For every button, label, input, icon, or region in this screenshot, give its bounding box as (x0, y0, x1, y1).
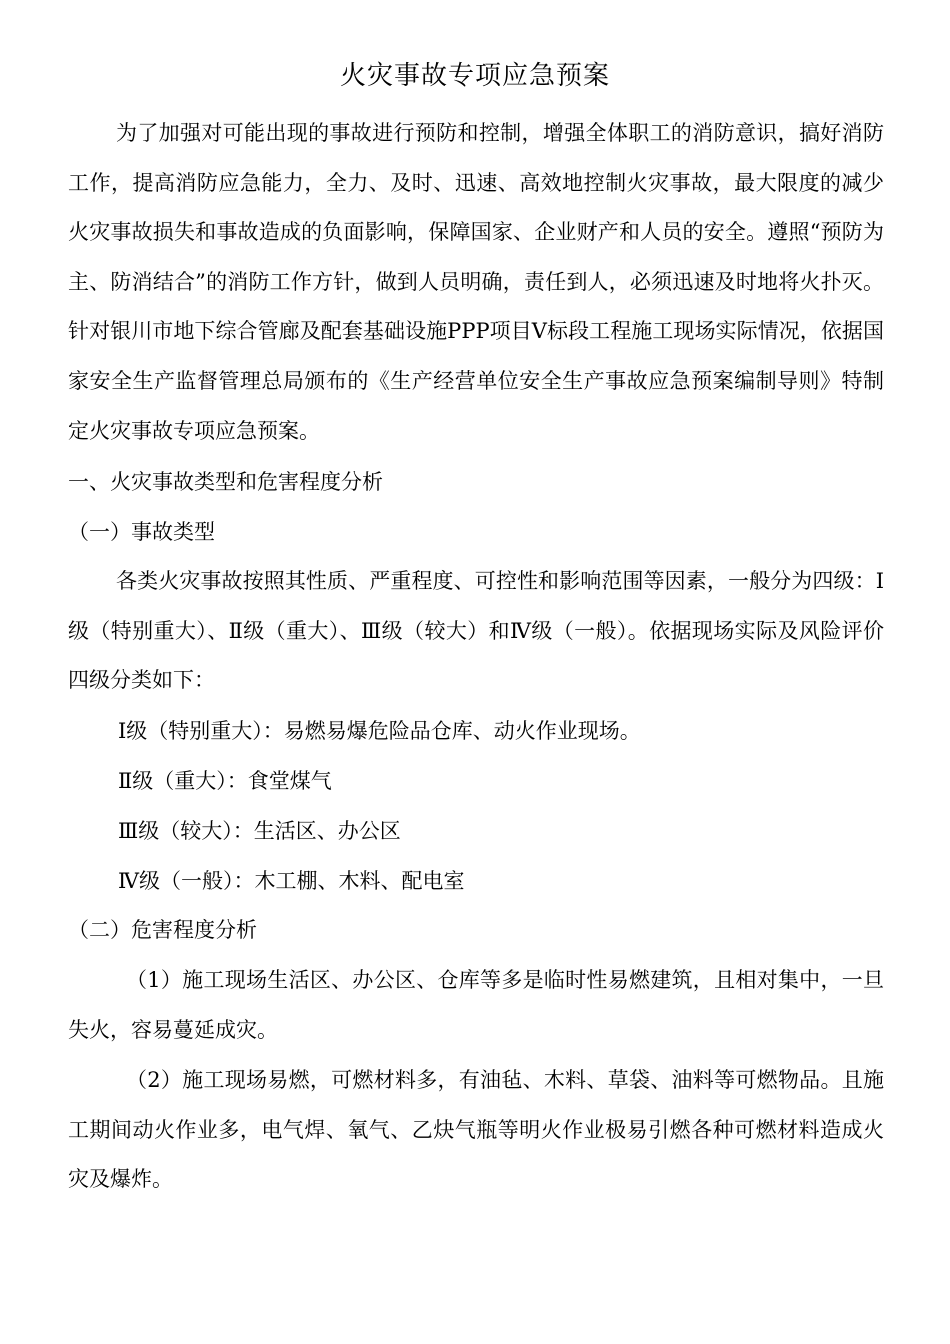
hazard-item-2: （2）施工现场易燃，可燃材料多，有油毡、木料、草袋、油料等可燃物品。且施工期间动火作业多，电气焊、氧气、乙炔气瓶等明火作业极易引燃各种可燃材料造成火灾及爆炸。 (68, 1068, 884, 1192)
intro-paragraph: 为了加强对可能出现的事故进行预防和控制，增强全体职工的消防意识，搞好消防工作，提高消防应急能力，全力、及时、迅速、高效地控制火灾事故，最大限度的减少火灾事故损失和事故造成的负面影响，保障国家、企业财产和人员的安全。遵照“预防为主、防消结合”的消防工作方针，做到人员明确，责任到人，必须迅速及时地将火扑灭。针对银川市地下综合管廊及配套基础设施PPP项目Ⅴ标段工程施工现场实际情况，依据国家安全生产监督管理总局颁布的《生产经营单位安全生产事故应急预案编制导则》特制定火灾事故专项应急预案。 (68, 121, 884, 443)
hazard-item-1: （1）施工现场生活区、办公区、仓库等多是临时性易燃建筑，且相对集中，一旦失火，容易蔓延成灾。 (68, 968, 884, 1042)
section-heading-1: 一、火灾事故类型和危害程度分析 (68, 470, 383, 494)
level-item-1: Ⅰ级（特别重大）：易燃易爆危险品仓库、动火作业现场。 (118, 719, 641, 743)
level-item-3: Ⅲ级（较大）：生活区、办公区 (118, 819, 401, 843)
subsection-heading-hazard-analysis: （二）危害程度分析 (68, 918, 257, 942)
level-item-2: Ⅱ级（重大）：食堂煤气 (118, 769, 332, 793)
subsection-heading-accident-types: （一）事故类型 (68, 520, 215, 544)
accident-types-paragraph: 各类火灾事故按照其性质、严重程度、可控性和影响范围等因素，一般分为四级：Ⅰ级（特别重大）、Ⅱ级（重大）、Ⅲ级（较大）和Ⅳ级（一般）。依据现场实际及风险评价四级分类如下： (68, 569, 884, 693)
document-title: 火灾事故专项应急预案 (339, 61, 610, 91)
level-item-4: Ⅳ级（一般）：木工棚、木料、配电室 (118, 869, 465, 893)
